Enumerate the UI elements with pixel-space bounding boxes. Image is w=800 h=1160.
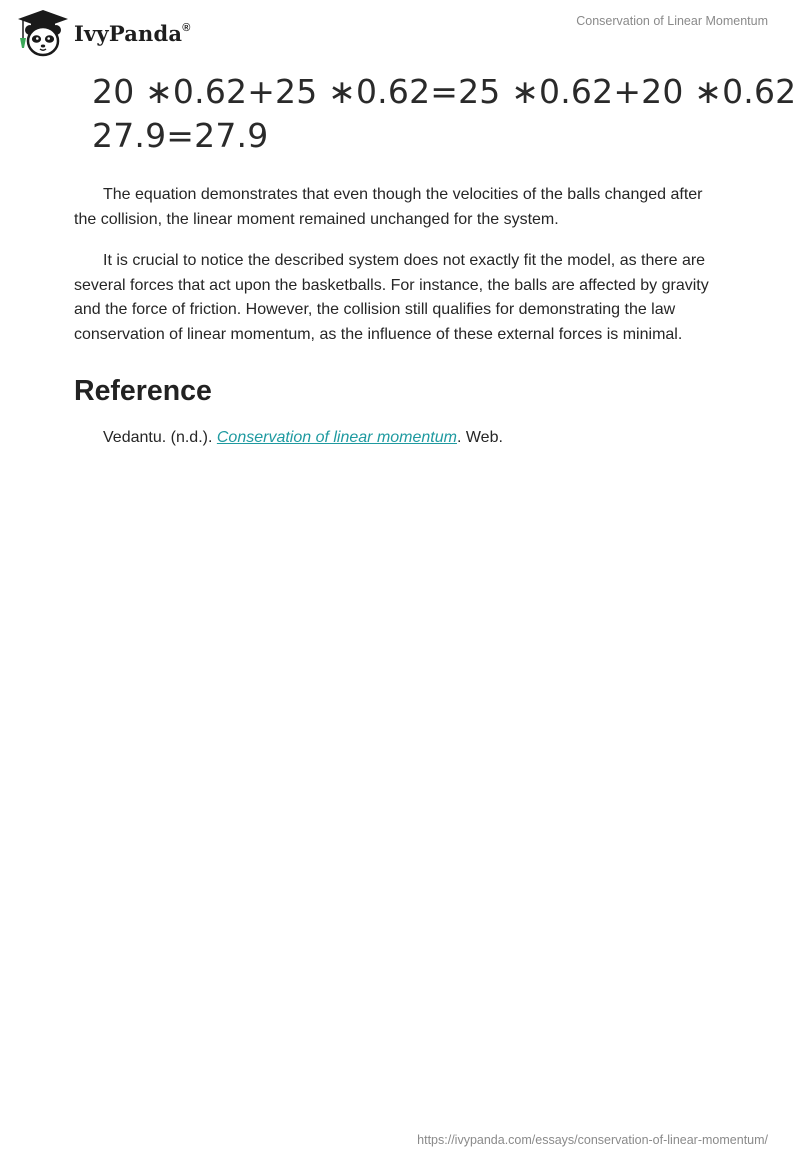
essay-body — [74, 183, 724, 467]
reference-suffix: . Web. — [456, 428, 503, 446]
reference-link[interactable]: Conservation of linear momentum — [216, 428, 457, 446]
reference-author: Vedantu. (n.d.). — [103, 428, 217, 446]
source-url: https://ivypanda.com/essays/conservation-of-linear-momentum/ — [417, 1133, 768, 1147]
equation-block — [92, 70, 796, 158]
reference-heading: Reference — [74, 374, 212, 407]
panda-graduate-icon — [14, 8, 72, 58]
page-header — [0, 0, 800, 66]
ivypanda-logo[interactable] — [14, 8, 191, 58]
equation-line-1: 20 ∗0.62+25 ∗0.62=25 ∗0.62+20 ∗0.62 — [92, 72, 797, 111]
logo-wordmark: IvyPanda® — [74, 20, 191, 46]
equation-line-2: 27.9=27.9 — [92, 116, 269, 155]
paragraph-2: It is crucial to notice the described system does not exactly fit the model, as there are several forces that act upon the basketballs. For instance, the balls are affected by gravity and the force of friction. However, the collision still qualifies for demonstrating the law conservation of linear momentum, as the influence of these external forces is minimal. — [74, 252, 709, 343]
document-title: Conservation of Linear Momentum — [576, 14, 768, 28]
paragraph-1: The equation demonstrates that even though the velocities of the balls changed after the collision, the linear moment remained unchanged for the system. — [74, 186, 703, 228]
reference-entry — [74, 426, 724, 451]
